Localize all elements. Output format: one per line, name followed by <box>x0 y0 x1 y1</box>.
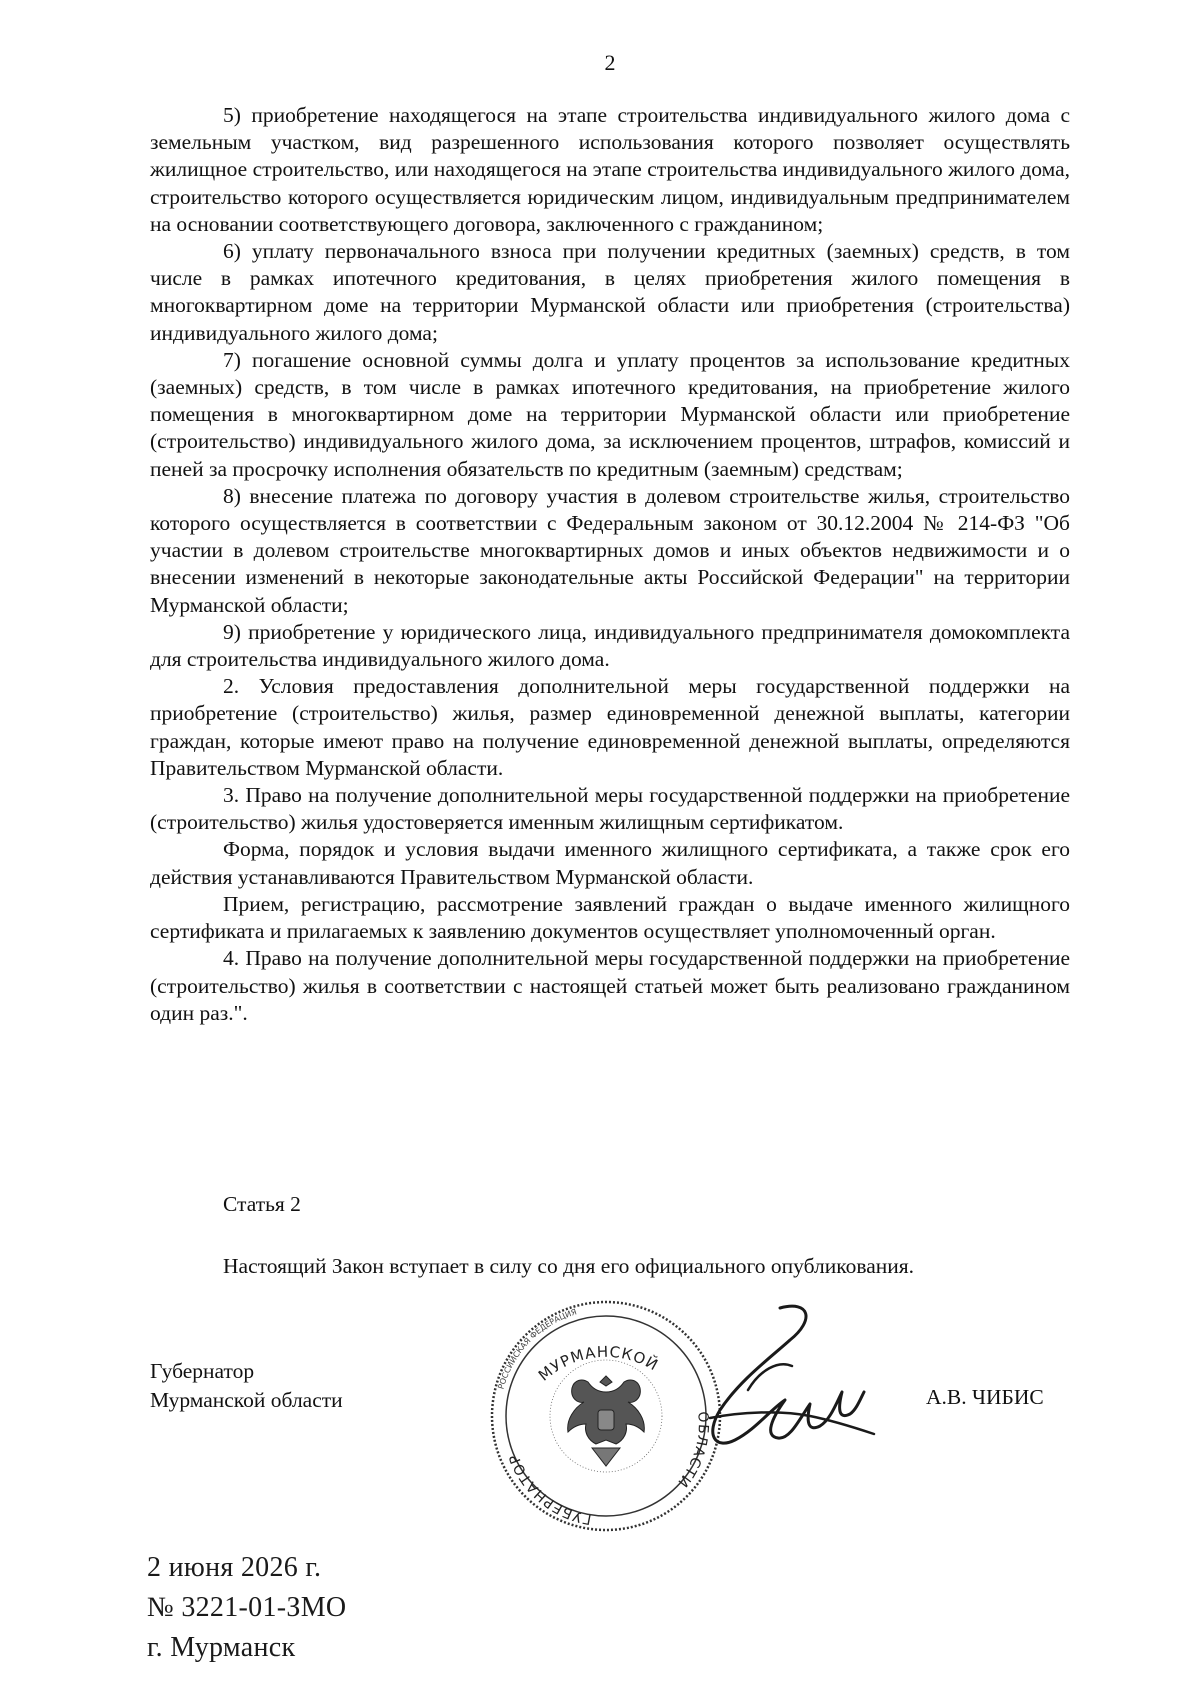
page-number: 2 <box>604 50 616 75</box>
signer-title <box>150 1357 343 1415</box>
paragraph-part-4: 4. Право на получение дополнительной меры государственной поддержки на приобретение (строительство) жилья в соответствии с настоящей статьей может быть реализовано гражданином один раз.". <box>150 946 1070 1025</box>
svg-text:МУРМАНСКОЙ <box>535 1343 662 1385</box>
eagle-emblem-icon <box>568 1376 645 1466</box>
handwritten-signature <box>660 1300 880 1470</box>
stamp-number: № 3221-01-ЗМО <box>147 1592 347 1623</box>
paragraph-certificate-form: Форма, порядок и условия выдачи именного жилищного сертификата, а также срок его действия устанавливаются Правительством Мурманской области. <box>150 837 1070 889</box>
seal-outer-text: РОССИЙСКАЯ ФЕДЕРАЦИЯ <box>496 1307 578 1391</box>
signer-title-line2: Мурманской области <box>150 1388 343 1412</box>
seal-left-text: ГУБЕРНАТОР <box>506 1451 593 1527</box>
signer-title-line1: Губернатор <box>150 1359 255 1383</box>
paragraph-part-2: 2. Условия предоставления дополнительной меры государственной поддержки на приобретение (строительство) жилья, размер единовременной денежной выплаты, категории граждан, которые имеют право на получение единовременной денежной выплаты, определяются Правительством Мурманской области. <box>150 674 1070 780</box>
signer-name: А.В. ЧИБИС <box>926 1385 1044 1409</box>
paragraph-item-7: 7) погашение основной суммы долга и уплату процентов за использование кредитных (заемных) средств, в том числе в рамках ипотечного кредитования, на приобретение жилого помещения в многоквартирном доме на территории Мурманской области или приобретение (строительство) индивидуального жилого дома, за исключением процентов, штрафов, комиссий и пеней за просрочку исполнения обязательств по кредитным (заемным) средствам; <box>150 347 1070 481</box>
paragraph-item-8: 8) внесение платежа по договору участия в долевом строительстве жилья, строительство которого осуществляется в соответствии с Федеральным законом от 30.12.2004 № 214-ФЗ "Об участии в долевом строительстве многоквартирных домов и иных объектов недвижимости и о внесении изменений в некоторые законодательные акты Российской Федерации" на территории Мурманской области; <box>150 483 1070 617</box>
law-body <box>150 102 1070 1027</box>
stamp-date: 2 июня 2026 г. <box>147 1552 322 1583</box>
paragraph-item-6: 6) уплату первоначального взноса при получении кредитных (заемных) средств, в том числе в рамках ипотечного кредитования, в целях приобретения жилого помещения в многоквартирном доме на территории Мурманской области или приобретения (строительства) индивидуального жилого дома; <box>150 239 1070 345</box>
stamp-city: г. Мурманск <box>147 1632 296 1663</box>
article-text: Настоящий Закон вступает в силу со дня его официального опубликования. <box>223 1254 915 1278</box>
paragraph-part-3: 3. Право на получение дополнительной меры государственной поддержки на приобретение (строительство) жилья удостоверяется именным жилищным сертификатом. <box>150 783 1070 835</box>
paragraph-item-5: 5) приобретение находящегося на этапе строительства индивидуального жилого дома с земельным участком, вид разрешенного использования которого позволяет осуществлять жилищное строительство, или находящегося на этапе строительства индивидуального жилого дома, строительство которого осуществляется юридическим лицом, индивидуальным предпринимателем на основании соответствующего договора, заключенного с гражданином; <box>150 103 1070 236</box>
paragraph-item-9: 9) приобретение у юридического лица, индивидуального предпринимателя домокомплекта для строительства индивидуального жилого дома. <box>150 619 1070 672</box>
seal-right-text: ОБЛАСТИ <box>673 1411 712 1491</box>
article-title: Статья 2 <box>223 1192 301 1216</box>
registration-stamp <box>147 1548 346 1668</box>
seal-top-text: МУРМАНСКОЙ <box>534 1342 662 1385</box>
svg-text:РОССИЙСКАЯ ФЕДЕРАЦИЯ <box>497 1307 578 1390</box>
paragraph-applications: Прием, регистрацию, рассмотрение заявлений граждан о выдаче именного жилищного сертификата и прилагаемых к заявлению документов осуществляет уполномоченный орган. <box>150 891 1070 944</box>
